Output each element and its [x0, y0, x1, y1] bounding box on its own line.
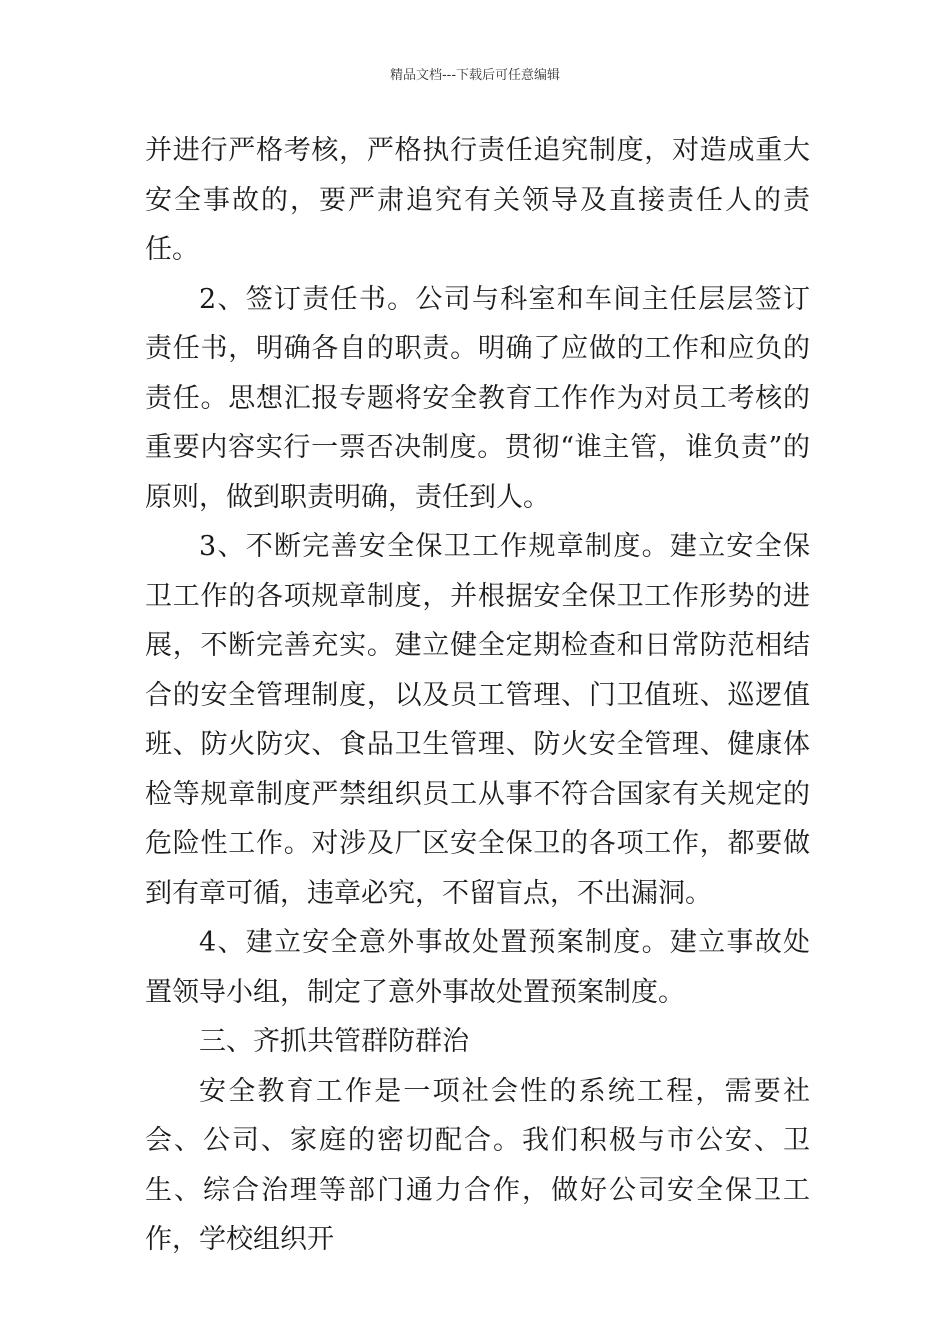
paragraph-1: 并进行严格考核，严格执行责任追究制度，对造成重大安全事故的，要严肃追究有关领导及直接责任人的责任。 — [145, 135, 810, 265]
section-heading-3: 三、齐抓共管群防群治 — [199, 1026, 469, 1057]
document-body — [145, 126, 810, 1265]
page-header: 精品文档---下载后可任意编辑 — [389, 68, 561, 83]
paragraph-5: 安全教育工作是一项社会性的系统工程，需要社会、公司、家庭的密切配合。我们积极与市公安、卫生、综合治理等部门通力合作，做好公司安全保卫工作，学校组织开 — [145, 1075, 810, 1255]
paragraph-3: 3、不断完善安全保卫工作规章制度。建立安全保卫工作的各项规章制度，并根据安全保卫工作形势的进展，不断完善充实。建立健全定期检查和日常防范相结合的安全管理制度，以及员工管理、门卫值班、巡逻值班、防火防灾、食品卫生管理、防火安全管理、健康体检等规章制度严禁组织员工从事不符合国家有关规定的危险性工作。对涉及厂区安全保卫的各项工作，都要做到有章可循，违章必究，不留盲点，不出漏洞。 — [145, 531, 810, 909]
paragraph-2: 2、签订责任书。公司与科室和车间主任层层签订责任书，明确各自的职责。明确了应做的工作和应负的责任。思想汇报专题将安全教育工作作为对员工考核的重要内容实行一票否决制度。贯彻“谁主管，谁负责”的原则，做到职责明确，责任到人。 — [145, 283, 810, 513]
paragraph-4: 4、建立安全意外事故处置预案制度。建立事故处置领导小组，制定了意外事故处置预案制度。 — [145, 927, 810, 1008]
